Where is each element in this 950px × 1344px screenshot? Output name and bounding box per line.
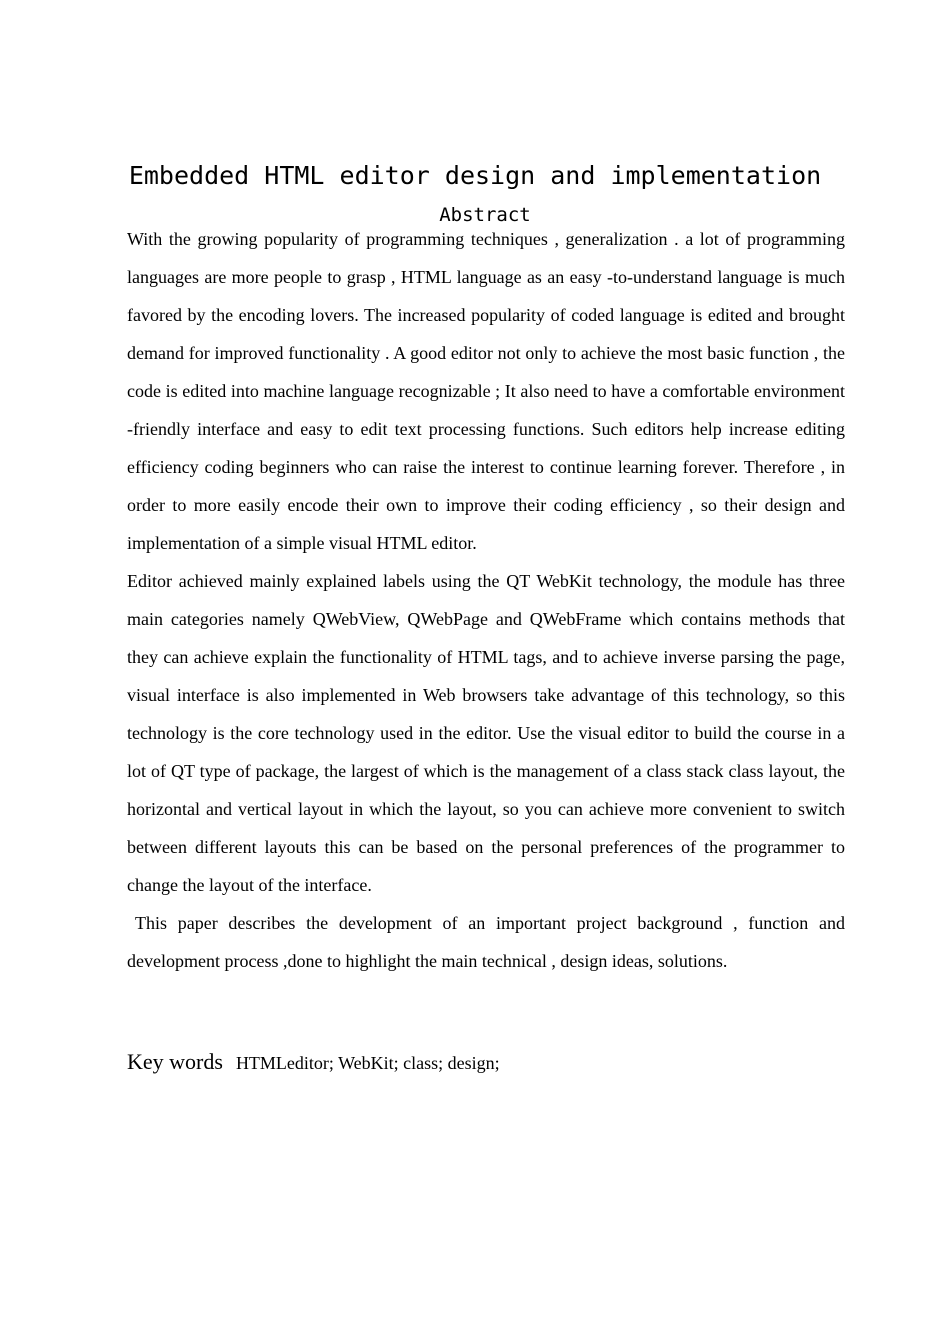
keywords-value: HTMLeditor; WebKit; class; design; — [235, 1053, 500, 1073]
abstract-paragraph-3: This paper describes the development of an important project background , function and development process ,done to highlight the main technical , design ideas, solutions. — [127, 913, 845, 971]
abstract-paragraph-2: Editor achieved mainly explained labels using the QT WebKit technology, the module has three main categories namely QWebView, QWebPage and QWebFrame which contains methods that they can achieve explain the functionality of HTML tags, and to achieve inverse parsing the page, visual interface is also implemented in Web browsers take advantage of this technology, so this technology is the core technology used in the editor. Use the visual editor to build the course in a lot of QT type of package, the largest of which is the management of a class stack class layout, the horizontal and vertical layout in which the layout, so you can achieve more convenient to switch between different layouts this can be based on the personal preferences of the programmer to change the layout of the interface. — [127, 571, 845, 895]
keywords-label: Key words — [127, 1049, 223, 1074]
abstract-body — [127, 220, 845, 980]
keywords-line — [127, 1049, 500, 1075]
abstract-paragraph-1: With the growing popularity of programming techniques , generalization . a lot of programming languages are more people to grasp , HTML language as an easy -to-understand language is much favored by the encoding lovers. The increased popularity of coded language is edited and brought demand for improved functionality . A good editor not only to achieve the most basic function , the code is edited into machine language recognizable ; It also need to have a comfortable environment -friendly interface and easy to edit text processing functions. Such editors help increase editing efficiency coding beginners who can raise the interest to continue learning forever. Therefore , in order to more easily encode their own to improve their coding efficiency , so their design and implementation of a simple visual HTML editor. — [127, 229, 845, 553]
abstract-heading: Abstract — [439, 204, 531, 226]
document-title: Embedded HTML editor design and implementation — [128, 161, 822, 190]
